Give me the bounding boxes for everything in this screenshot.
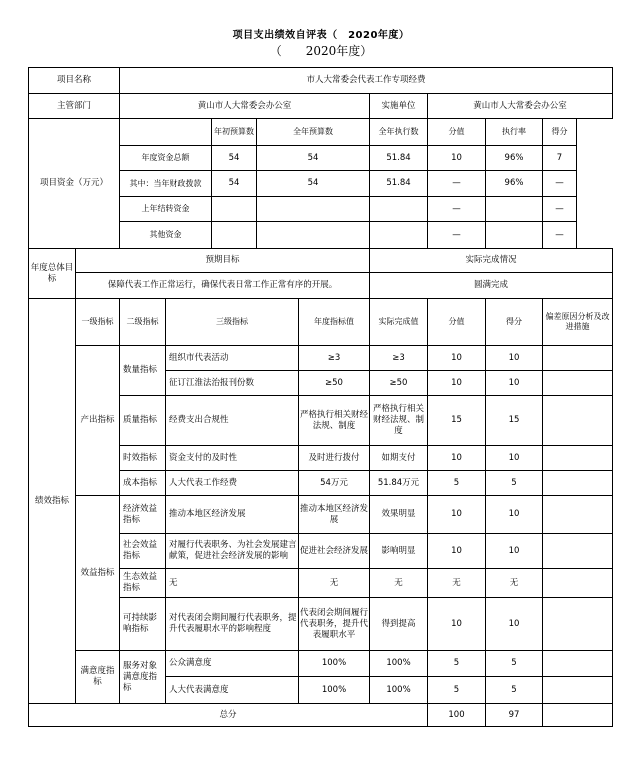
perf-row-deviation [542, 495, 613, 534]
perf-row-score: 10 [485, 597, 543, 651]
perf-row-deviation [542, 395, 613, 446]
perf-row-deviation [542, 650, 613, 677]
funds-row-cell [369, 196, 428, 222]
perf-row-tertiary: 对代表闭会期间履行代表职务，提升代表履职水平的影响程度 [165, 597, 299, 651]
funds-header-4: 执行率 [485, 118, 543, 146]
total-label: 总分 [28, 703, 428, 727]
perf-row-tertiary: 组织市代表活动 [165, 345, 299, 371]
perf-row-deviation [542, 597, 613, 651]
perf-row-score: 5 [485, 470, 543, 496]
perf-row-score-value: 10 [427, 495, 486, 534]
exec-unit-value: 黄山市人大常委会办公室 [427, 93, 613, 119]
perf-secondary-label: 可持续影响指标 [119, 597, 166, 651]
perf-row-target: ≥3 [298, 345, 370, 371]
perf-secondary-label: 时效指标 [119, 445, 166, 471]
perf-row-deviation [542, 470, 613, 496]
funds-row-label: 其中：当年财政拨款 [119, 170, 212, 197]
perf-row-score: 15 [485, 395, 543, 446]
perf-row-tertiary: 征订江淮法治报刊份数 [165, 370, 299, 396]
perf-secondary-label: 社会效益指标 [119, 533, 166, 569]
funds-row-cell: — [427, 196, 486, 222]
project-name-label: 项目名称 [28, 67, 120, 94]
goals-expected-header: 预期目标 [75, 248, 370, 273]
goals-expected-value: 保障代表工作正常运行，确保代表日常工作正常有序的开展。 [75, 272, 370, 299]
perf-row-score-value: 15 [427, 395, 486, 446]
funds-row-cell: 54 [256, 145, 370, 171]
perf-row-actual: 如期支付 [369, 445, 428, 471]
goals-label: 年度总体目标 [28, 248, 76, 299]
perf-secondary-label: 成本指标 [119, 470, 166, 496]
perf-row-deviation [542, 370, 613, 396]
exec-unit-label: 实施单位 [369, 93, 428, 119]
perf-row-target: 54万元 [298, 470, 370, 496]
perf-row-target: ≥50 [298, 370, 370, 396]
perf-row-target: 严格执行相关财经法规、制度 [298, 395, 370, 446]
perf-row-target: 100% [298, 650, 370, 677]
perf-satisfaction-label: 满意度指标 [75, 650, 120, 704]
perf-row-score-value: 10 [427, 533, 486, 569]
perf-row-score-value: 5 [427, 650, 486, 677]
funds-row-cell: 96% [485, 145, 543, 171]
dept-label: 主管部门 [28, 93, 120, 119]
perf-row-target: 代表闭会期间履行代表职务，提升代表履职水平 [298, 597, 370, 651]
perf-header-0: 一级指标 [75, 298, 120, 346]
funds-row-cell [369, 221, 428, 249]
perf-secondary-label: 质量指标 [119, 395, 166, 446]
funds-header-blank [119, 118, 212, 146]
perf-secondary-label: 生态效益指标 [119, 568, 166, 598]
perf-row-target: 推动本地区经济发展 [298, 495, 370, 534]
funds-row-cell: 54 [256, 170, 370, 197]
perf-header-6: 得分 [485, 298, 543, 346]
funds-row-label: 上年结转资金 [119, 196, 212, 222]
perf-row-score-value: 5 [427, 470, 486, 496]
funds-row-cell: 54 [211, 170, 257, 197]
perf-row-score-value: 10 [427, 345, 486, 371]
total-score: 97 [485, 703, 543, 727]
funds-label: 项目资金（万元） [28, 118, 120, 249]
funds-row-cell: — [542, 221, 577, 249]
perf-row-target: 无 [298, 568, 370, 598]
perf-header-4: 实际完成值 [369, 298, 428, 346]
funds-header-5: 得分 [542, 118, 577, 146]
perf-row-tertiary: 人大代表满意度 [165, 676, 299, 704]
goals-actual-value: 圆满完成 [369, 272, 613, 299]
perf-row-actual: 100% [369, 650, 428, 677]
perf-secondary-label: 经济效益指标 [119, 495, 166, 534]
funds-row-cell: — [542, 196, 577, 222]
funds-row-cell: 7 [542, 145, 577, 171]
perf-row-actual: 得到提高 [369, 597, 428, 651]
perf-row-actual: ≥50 [369, 370, 428, 396]
perf-row-score: 10 [485, 370, 543, 396]
perf-row-actual: 100% [369, 676, 428, 704]
funds-row-cell [256, 196, 370, 222]
perf-row-tertiary: 经费支出合规性 [165, 395, 299, 446]
perf-header-5: 分值 [427, 298, 486, 346]
perf-row-score: 5 [485, 676, 543, 704]
funds-header-0: 年初预算数 [211, 118, 257, 146]
perf-header-1: 二级指标 [119, 298, 166, 346]
perf-row-actual: 影响明显 [369, 533, 428, 569]
funds-row-label: 年度资金总额 [119, 145, 212, 171]
perf-row-score: 5 [485, 650, 543, 677]
funds-row-cell: — [427, 221, 486, 249]
perf-row-target: 促进社会经济发展 [298, 533, 370, 569]
perf-row-deviation [542, 676, 613, 704]
perf-output-label: 产出指标 [75, 345, 120, 496]
perf-row-actual: 无 [369, 568, 428, 598]
funds-row-cell [485, 221, 543, 249]
perf-row-score: 10 [485, 495, 543, 534]
perf-row-score-value: 10 [427, 445, 486, 471]
perf-row-tertiary: 公众满意度 [165, 650, 299, 677]
goals-actual-header: 实际完成情况 [369, 248, 613, 273]
funds-row-cell [211, 196, 257, 222]
perf-row-score: 无 [485, 568, 543, 598]
perf-secondary-label: 服务对象满意度指标 [119, 650, 166, 704]
table-title: 项目支出绩效自评表（ 2020年度） [232, 30, 410, 41]
funds-row-cell [211, 221, 257, 249]
funds-row-cell [485, 196, 543, 222]
funds-header-3: 分值 [427, 118, 486, 146]
total-score-value: 100 [427, 703, 486, 727]
perf-row-score-value: 10 [427, 370, 486, 396]
funds-row-label: 其他资金 [119, 221, 212, 249]
perf-row-score-value: 无 [427, 568, 486, 598]
perf-header-2: 三级指标 [165, 298, 299, 346]
perf-row-score-value: 5 [427, 676, 486, 704]
perf-row-deviation [542, 568, 613, 598]
funds-row-cell: 54 [211, 145, 257, 171]
table-subtitle: （ 2020年度） [269, 44, 373, 58]
dept-value: 黄山市人大常委会办公室 [119, 93, 370, 119]
funds-row-cell: 96% [485, 170, 543, 197]
total-blank [542, 703, 613, 727]
perf-row-tertiary: 无 [165, 568, 299, 598]
perf-row-tertiary: 推动本地区经济发展 [165, 495, 299, 534]
funds-row-cell: 10 [427, 145, 486, 171]
funds-header-1: 全年预算数 [256, 118, 370, 146]
perf-row-tertiary: 人大代表工作经费 [165, 470, 299, 496]
perf-row-score-value: 10 [427, 597, 486, 651]
perf-benefit-label: 效益指标 [75, 495, 120, 651]
funds-row-cell: — [542, 170, 577, 197]
perf-row-tertiary: 对履行代表职务、为社会发展建言献策，促进社会经济发展的影响 [165, 533, 299, 569]
perf-row-score: 10 [485, 533, 543, 569]
perf-row-target: 100% [298, 676, 370, 704]
perf-header-3: 年度指标值 [298, 298, 370, 346]
perf-row-deviation [542, 533, 613, 569]
perf-header-7: 偏差原因分析及改进措施 [542, 298, 613, 346]
perf-row-deviation [542, 345, 613, 371]
funds-header-2: 全年执行数 [369, 118, 428, 146]
funds-row-cell [256, 221, 370, 249]
perf-row-actual: 严格执行相关财经法规、制度 [369, 395, 428, 446]
perf-row-actual: 51.84万元 [369, 470, 428, 496]
funds-row-cell: — [427, 170, 486, 197]
perf-label: 绩效指标 [28, 298, 76, 704]
perf-row-actual: ≥3 [369, 345, 428, 371]
perf-row-target: 及时进行拨付 [298, 445, 370, 471]
perf-row-score: 10 [485, 345, 543, 371]
project-name-value: 市人大常委会代表工作专项经费 [119, 67, 613, 94]
perf-row-tertiary: 资金支付的及时性 [165, 445, 299, 471]
perf-row-score: 10 [485, 445, 543, 471]
perf-row-actual: 效果明显 [369, 495, 428, 534]
funds-row-cell: 51.84 [369, 145, 428, 171]
perf-secondary-label: 数量指标 [119, 345, 166, 396]
perf-row-deviation [542, 445, 613, 471]
funds-row-cell: 51.84 [369, 170, 428, 197]
